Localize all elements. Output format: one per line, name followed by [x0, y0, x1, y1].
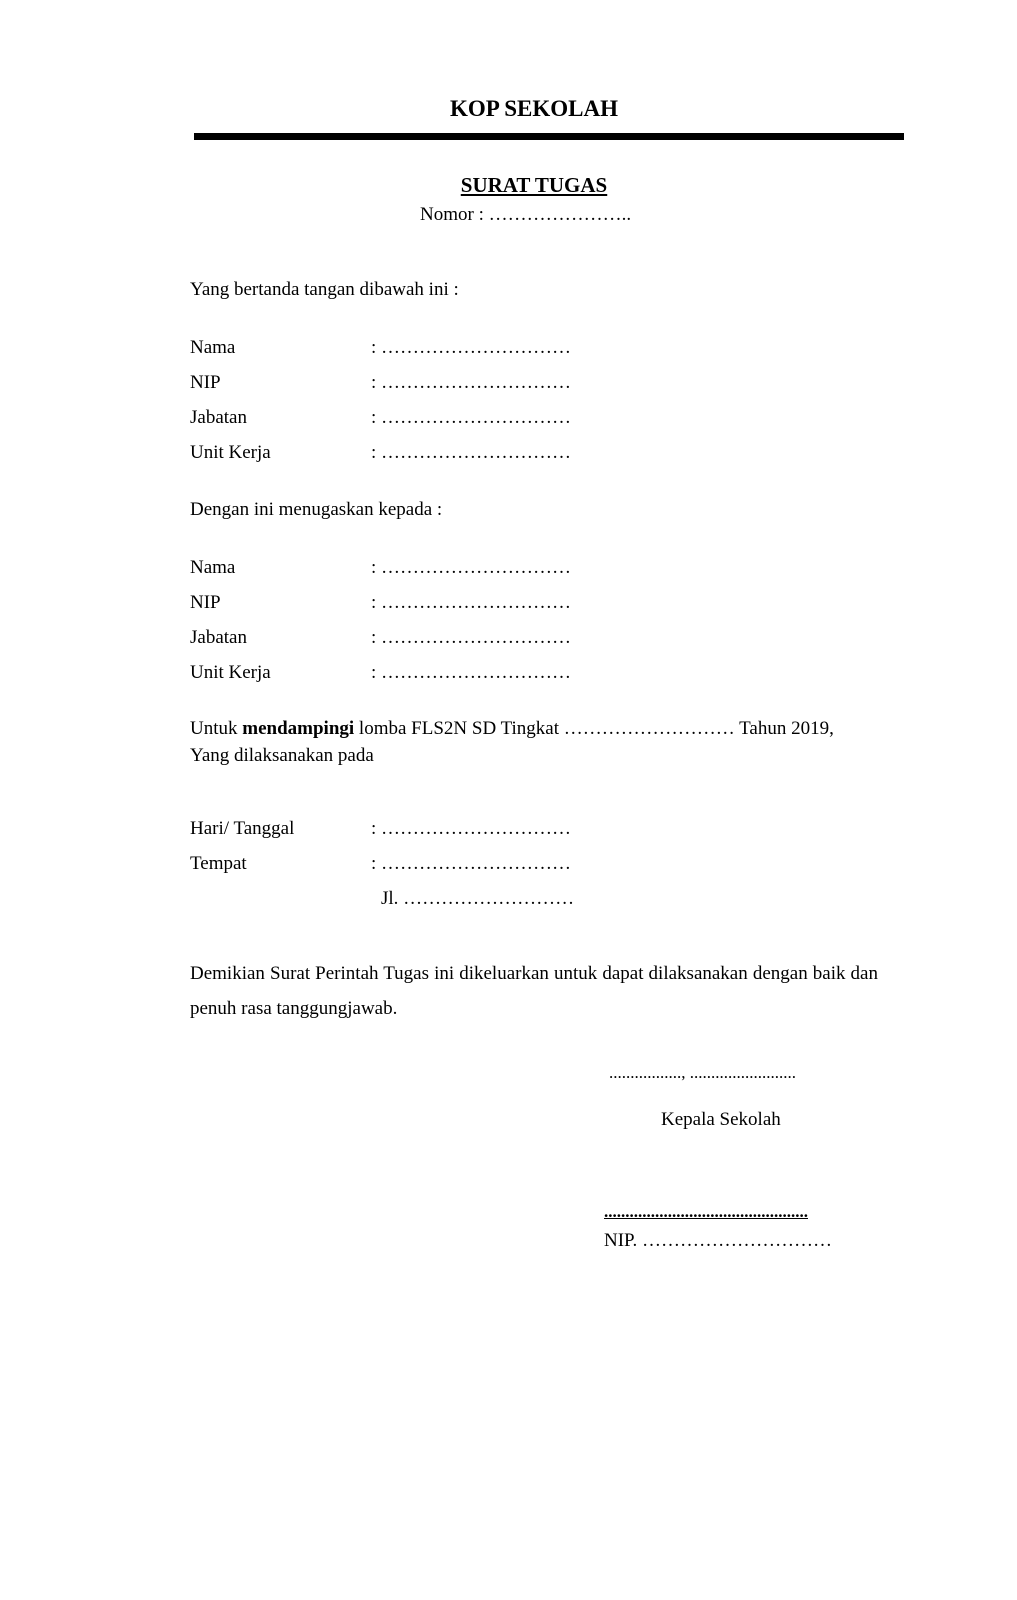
field-value: : …………………………	[371, 818, 572, 839]
letter-number: Nomor : …………………..	[420, 204, 632, 225]
field-label: Jabatan	[190, 627, 247, 648]
field-value: : …………………………	[371, 557, 572, 578]
field-label: Hari/ Tanggal	[190, 818, 295, 839]
field-label: Unit Kerja	[190, 662, 271, 683]
assign-text: Dengan ini menugaskan kepada :	[190, 499, 443, 520]
field-label: Unit Kerja	[190, 442, 271, 463]
intro-text: Yang bertanda tangan dibawah ini :	[190, 279, 459, 300]
field-label: Tempat	[190, 853, 247, 874]
field-label: Nama	[190, 337, 236, 358]
field-label: NIP	[190, 372, 221, 393]
closing-paragraph: Demikian Surat Perintah Tugas ini dikeluarkan untuk dapat dilaksanakan dengan baik dan penuh rasa tanggungjawab.	[190, 963, 878, 1019]
signer-role: Kepala Sekolah	[661, 1109, 781, 1130]
purpose-line-2: Yang dilaksanakan pada	[190, 745, 374, 766]
place-date: ................., .........................	[609, 1063, 796, 1082]
letterhead-divider	[194, 133, 904, 140]
field-value: : …………………………	[371, 337, 572, 358]
field-value: : …………………………	[371, 407, 572, 428]
signer-name: ................................................	[604, 1202, 808, 1221]
signer-nip: NIP. …………………………	[604, 1230, 833, 1251]
field-value: : …………………………	[371, 853, 572, 874]
field-value: : …………………………	[371, 372, 572, 393]
purpose-line	[190, 718, 834, 740]
field-label: Nama	[190, 557, 236, 578]
field-value: : …………………………	[371, 592, 572, 613]
address-line: Jl. ………………………	[381, 888, 575, 909]
field-label: Jabatan	[190, 407, 247, 428]
field-label: NIP	[190, 592, 221, 613]
purpose-bold: mendampingi	[242, 718, 355, 739]
field-value: : …………………………	[371, 627, 572, 648]
purpose-prefix: Untuk	[190, 718, 243, 739]
letterhead-title: KOP SEKOLAH	[449, 96, 619, 121]
purpose-suffix: lomba FLS2N SD Tingkat ……………………… Tahun 2019,	[354, 718, 834, 739]
field-value: : …………………………	[371, 442, 572, 463]
field-value: : …………………………	[371, 662, 572, 683]
letter-title: SURAT TUGAS	[460, 173, 608, 197]
